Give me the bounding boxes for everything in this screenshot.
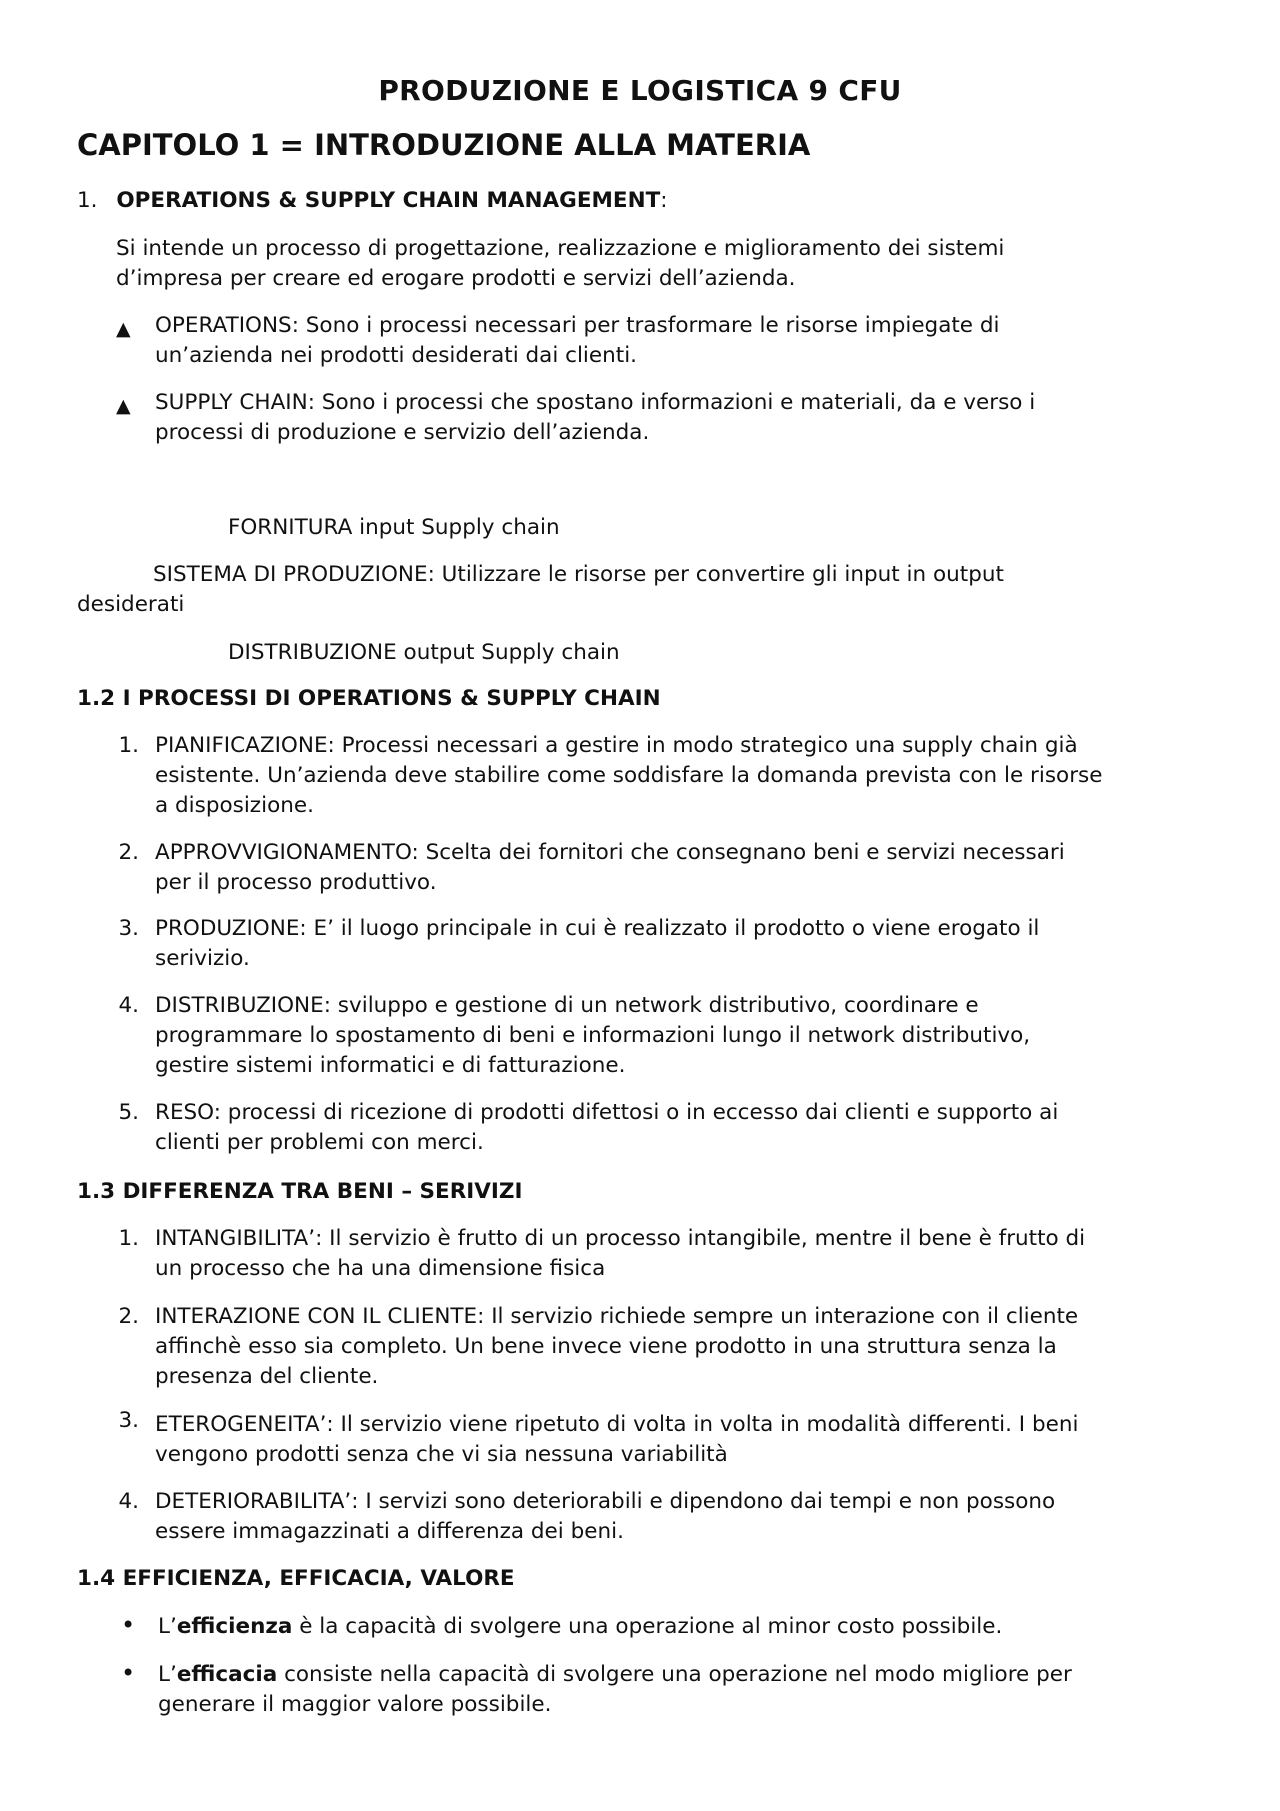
section-1-title: OPERATIONS & SUPPLY CHAIN MANAGEMENT: [116, 188, 661, 213]
list-item-line: PRODUZIONE: E’ il luogo principale in cui è realizzato il prodotto o viene erogato il: [155, 916, 1040, 941]
list-item-line: un processo che ha una dimensione fisica: [155, 1256, 606, 1281]
fornitura-line: FORNITURA input Supply chain: [228, 515, 560, 540]
efficacia-term: efficacia: [176, 1662, 278, 1687]
list-item-line: clienti per problemi con merci.: [155, 1130, 484, 1155]
list-number: 4.: [118, 993, 139, 1018]
list-item-line: per il processo produttivo.: [155, 870, 437, 895]
list-item-line: gestire sistemi informatici e di fatturazione.: [155, 1053, 626, 1078]
list-number: 5.: [118, 1100, 139, 1125]
list-item-line: esistente. Un’azienda deve stabilire come soddisfare la domanda prevista con le risorse: [155, 763, 1103, 788]
section-1-number: 1.: [77, 188, 98, 213]
section-1-4-heading: 1.4 EFFICIENZA, EFFICACIA, VALORE: [77, 1566, 515, 1591]
bullet-icon: •: [121, 1611, 136, 1639]
intro-line-2: d’impresa per creare ed erogare prodotti e servizi dell’azienda.: [116, 266, 796, 291]
list-item-line: RESO: processi di ricezione di prodotti difettosi o in eccesso dai clienti e supporto ai: [155, 1100, 1059, 1125]
list-number: 2.: [118, 1304, 139, 1329]
list-item-line: DISTRIBUZIONE: sviluppo e gestione di un network distributivo, coordinare e: [155, 993, 979, 1018]
list-number: 3.: [118, 916, 139, 941]
efficacia-line-1: [158, 1660, 1072, 1690]
efficacia-line-2: generare il maggior valore possibile.: [158, 1692, 552, 1717]
bullet-icon: •: [121, 1659, 136, 1687]
efficienza-prefix: L’: [158, 1614, 177, 1639]
supply-chain-line-1: SUPPLY CHAIN: Sono i processi che spostano informazioni e materiali, da e verso i: [155, 390, 1036, 415]
list-number: 1.: [118, 1226, 139, 1251]
list-item-line: vengono prodotti senza che vi sia nessuna variabilità: [155, 1442, 728, 1467]
operations-line-2: un’azienda nei prodotti desiderati dai clienti.: [155, 343, 637, 368]
list-item-line: affinchè esso sia completo. Un bene invece viene prodotto in una struttura senza la: [155, 1334, 1057, 1359]
triangle-bullet-icon: ▲: [116, 395, 131, 417]
efficienza-line: [158, 1612, 1002, 1642]
list-item-line: APPROVVIGIONAMENTO: Scelta dei fornitori che consegnano beni e servizi necessari: [155, 840, 1065, 865]
list-item-line: programmare lo spostamento di beni e informazioni lungo il network distributivo,: [155, 1023, 1031, 1048]
list-item-line: serivizio.: [155, 946, 250, 971]
supply-chain-line-2: processi di produzione e servizio dell’azienda.: [155, 420, 650, 445]
section-1-colon: :: [660, 188, 668, 213]
list-number: 4.: [118, 1489, 139, 1514]
efficacia-text: consiste nella capacità di svolgere una operazione nel modo migliore per: [277, 1662, 1072, 1687]
document-title: PRODUZIONE E LOGISTICA 9 CFU: [378, 74, 902, 107]
section-1-2-heading: 1.2 I PROCESSI DI OPERATIONS & SUPPLY CHAIN: [77, 686, 661, 711]
list-item-line: ETEROGENEITA’: Il servizio viene ripetuto di volta in volta in modalità differenti. I beni: [155, 1412, 1079, 1437]
list-number: 3.: [118, 1408, 139, 1433]
list-item-line: INTANGIBILITA’: Il servizio è frutto di un processo intangibile, mentre il bene è frutto di: [155, 1226, 1086, 1251]
list-item-line: PIANIFICAZIONE: Processi necessari a gestire in modo strategico una supply chain già: [155, 733, 1078, 758]
list-item-line: DETERIORABILITA’: I servizi sono deteriorabili e dipendono dai tempi e non possono: [155, 1489, 1056, 1514]
intro-line-1: Si intende un processo di progettazione, realizzazione e miglioramento dei sistemi: [116, 236, 1005, 261]
list-item-line: INTERAZIONE CON IL CLIENTE: Il servizio richiede sempre un interazione con il cliente: [155, 1304, 1079, 1329]
efficacia-prefix: L’: [158, 1662, 177, 1687]
list-item-line: a disposizione.: [155, 793, 314, 818]
list-item-line: essere immagazzinati a differenza dei beni.: [155, 1519, 624, 1544]
triangle-bullet-icon: ▲: [116, 318, 131, 340]
efficienza-term: efficienza: [176, 1614, 293, 1639]
distribuzione-line: DISTRIBUZIONE output Supply chain: [228, 640, 620, 665]
list-number: 2.: [118, 840, 139, 865]
list-item-line: presenza del cliente.: [155, 1364, 379, 1389]
section-1-3-heading: 1.3 DIFFERENZA TRA BENI – SERIVIZI: [77, 1179, 523, 1204]
operations-line-1: OPERATIONS: Sono i processi necessari per trasformare le risorse impiegate di: [155, 313, 1000, 338]
sistema-line-1: SISTEMA DI PRODUZIONE: Utilizzare le risorse per convertire gli input in output: [153, 562, 1004, 587]
efficienza-text: è la capacità di svolgere una operazione al minor costo possibile.: [292, 1614, 1003, 1639]
section-1-heading: [77, 186, 668, 216]
sistema-line-2: desiderati: [77, 592, 185, 617]
chapter-heading: CAPITOLO 1 = INTRODUZIONE ALLA MATERIA: [77, 128, 811, 162]
list-number: 1.: [118, 733, 139, 758]
